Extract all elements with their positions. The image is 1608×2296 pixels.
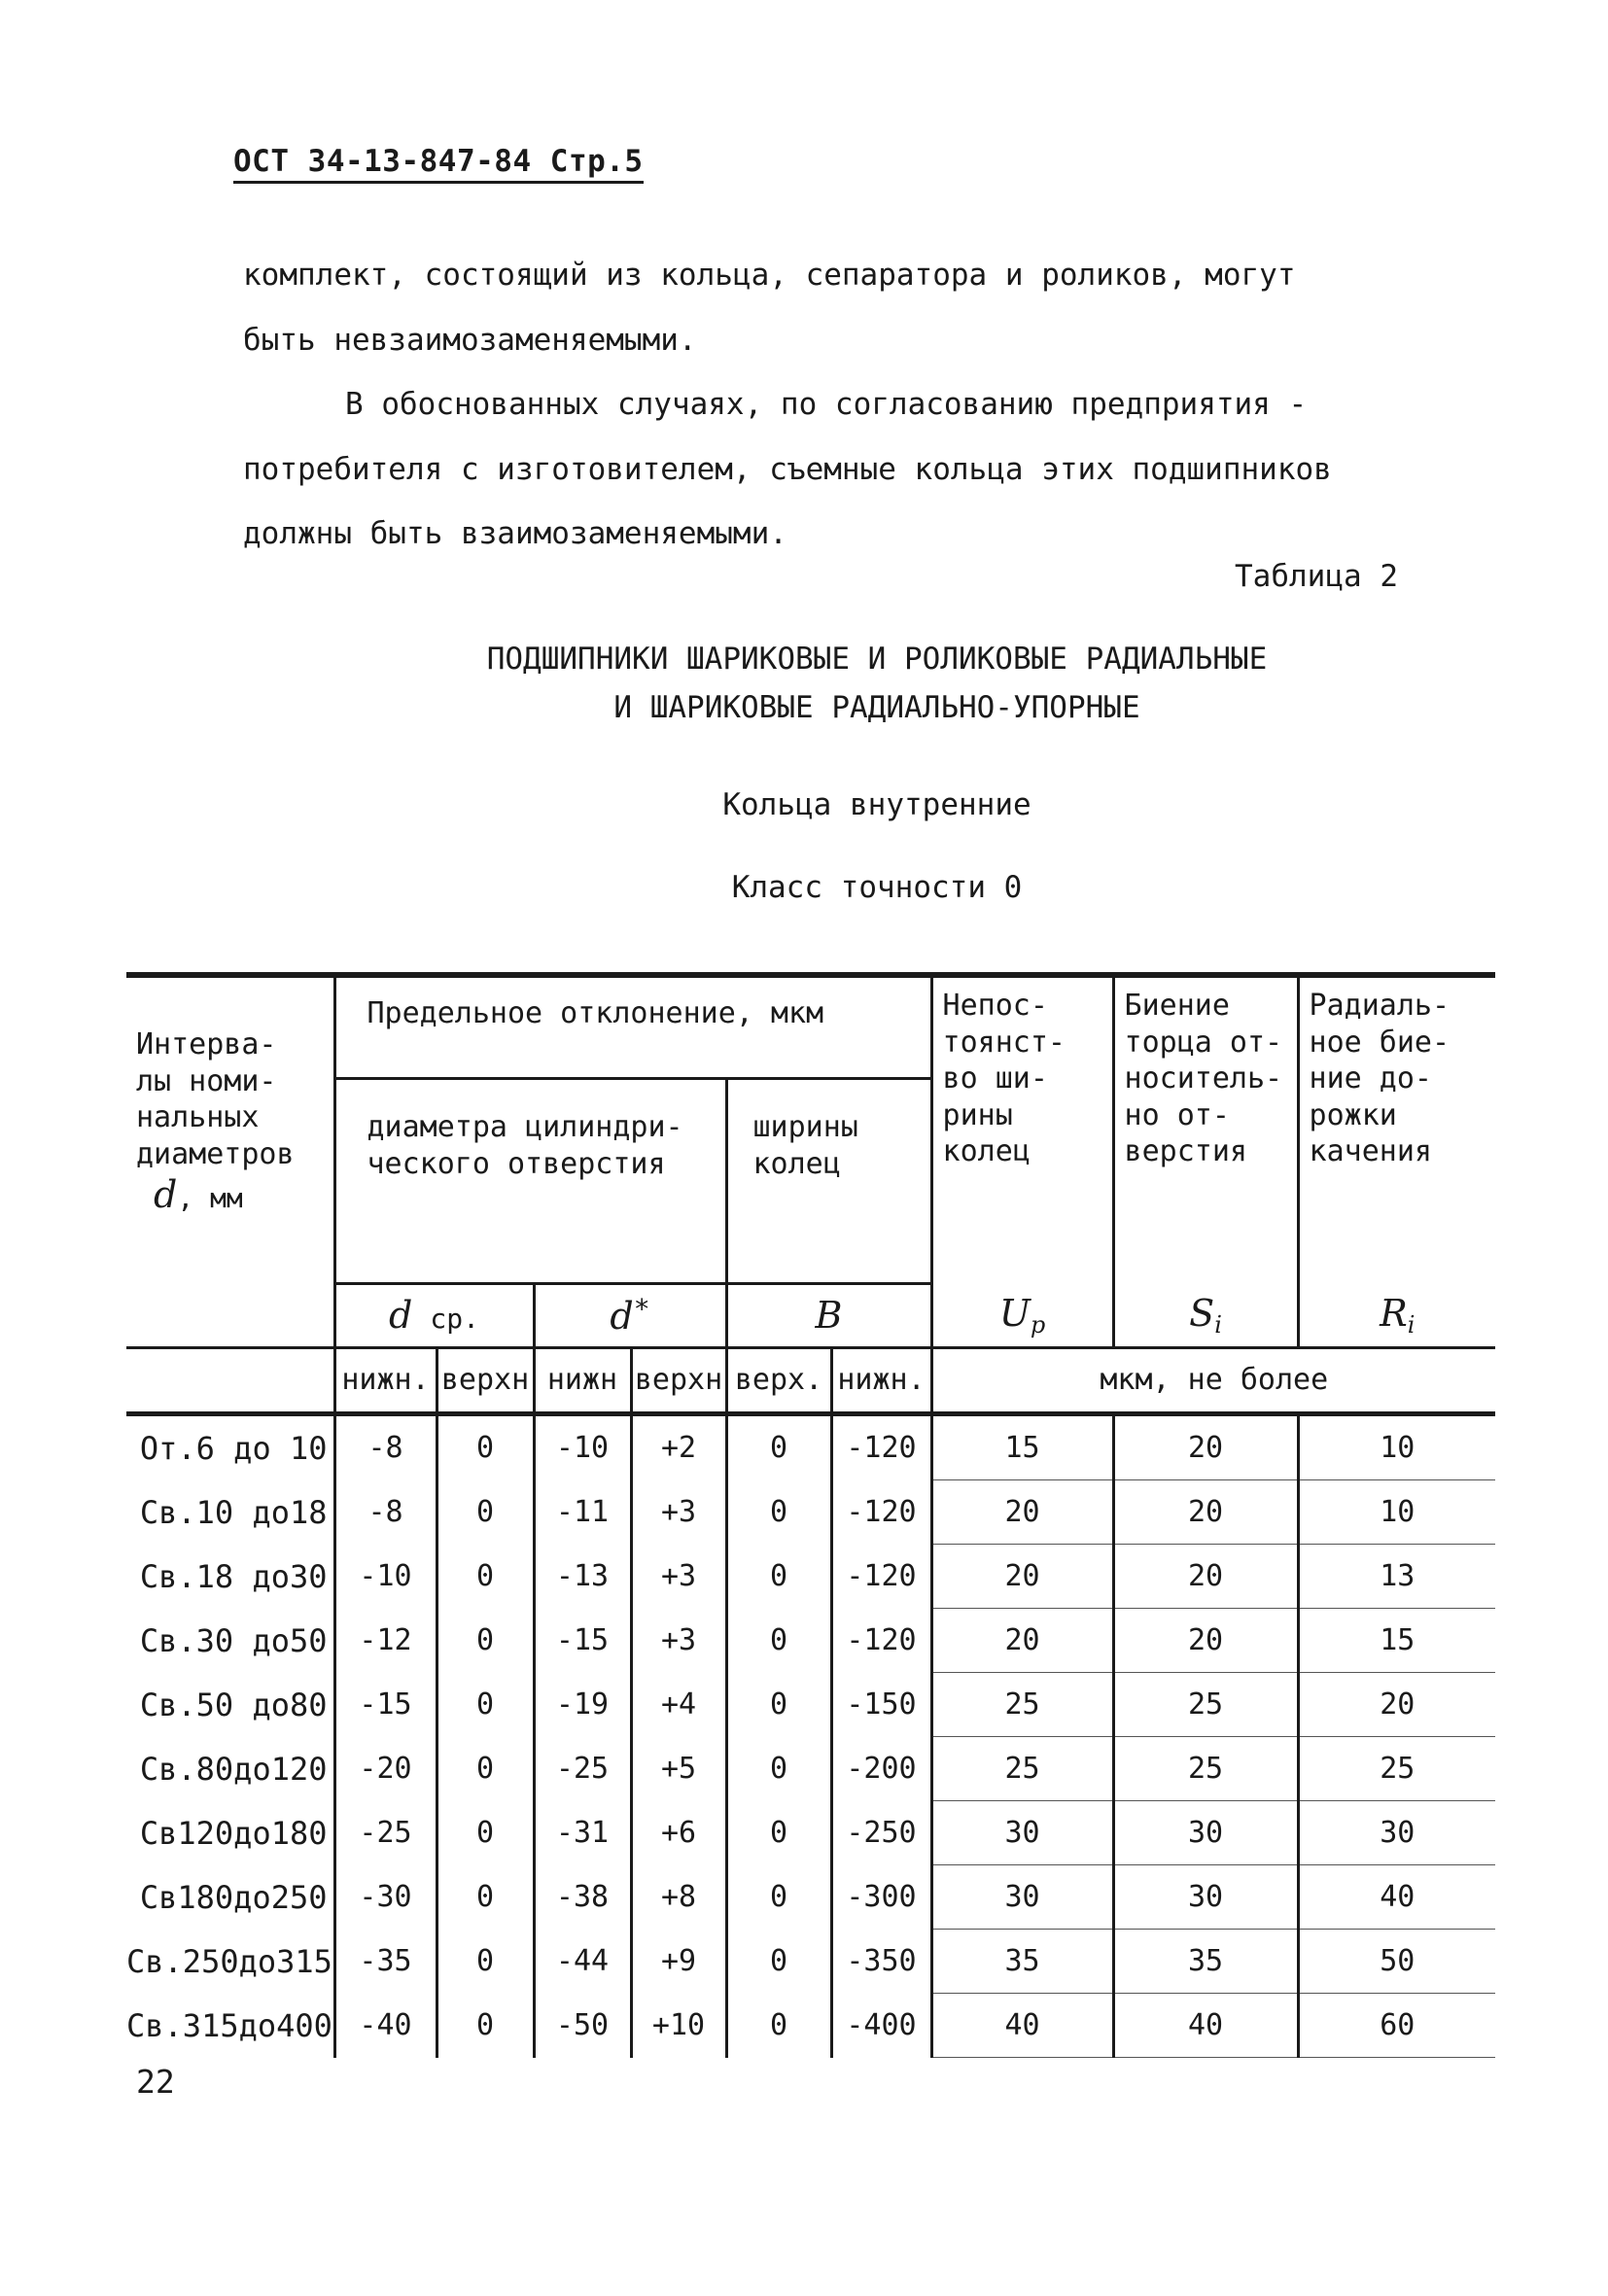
cell-dcp-upper: 0 bbox=[437, 1414, 534, 1480]
cell-dcp-upper: 0 bbox=[437, 1737, 534, 1801]
cell-vbs: 15 bbox=[931, 1414, 1113, 1480]
cell-vbs: 20 bbox=[931, 1545, 1113, 1609]
header-radial-runout: Радиаль- ное бие- ние до- рожки качения bbox=[1298, 975, 1495, 1284]
cell-kia: 10 bbox=[1298, 1414, 1495, 1480]
table-row bbox=[126, 1994, 1495, 2058]
header-width-variation: Непос- тоянст- во ши- рины колец bbox=[931, 975, 1113, 1284]
cell-b-upper: 0 bbox=[726, 1801, 831, 1865]
cell-d-lower: -38 bbox=[534, 1865, 631, 1930]
cell-kia: 50 bbox=[1298, 1930, 1495, 1994]
document-header: ОСТ 34-13-847-84 Стр.5 bbox=[233, 144, 644, 184]
cell-b-upper: 0 bbox=[726, 1994, 831, 2058]
cell-dcp-lower: -35 bbox=[334, 1930, 437, 1994]
cell-d-upper: +6 bbox=[631, 1801, 726, 1865]
row-interval: Св120до180 bbox=[126, 1801, 334, 1865]
symbol-dcp: d ср. bbox=[334, 1284, 534, 1348]
cell-vbs: 20 bbox=[931, 1609, 1113, 1673]
unit-label: верхн bbox=[631, 1348, 726, 1414]
table-title-line1: ПОДШИПНИКИ ШАРИКОВЫЕ И РОЛИКОВЫЕ РАДИАЛЬНЫЕ bbox=[486, 642, 1268, 677]
cell-kia: 10 bbox=[1298, 1480, 1495, 1545]
symbol-dstar: d* bbox=[534, 1284, 726, 1348]
table-row bbox=[126, 1609, 1495, 1673]
table-row bbox=[126, 1480, 1495, 1545]
cell-d-lower: -13 bbox=[534, 1545, 631, 1609]
cell-dcp-lower: -30 bbox=[334, 1865, 437, 1930]
cell-sia: 35 bbox=[1113, 1930, 1298, 1994]
table-row bbox=[126, 1545, 1495, 1609]
cell-b-upper: 0 bbox=[726, 1414, 831, 1480]
row-interval: Св.50 до80 bbox=[126, 1673, 334, 1737]
cell-d-lower: -19 bbox=[534, 1673, 631, 1737]
cell-dcp-lower: -10 bbox=[334, 1545, 437, 1609]
cell-dcp-upper: 0 bbox=[437, 1865, 534, 1930]
paragraph-line: должны быть взаимозаменяемыми. bbox=[243, 516, 787, 551]
symbol-b: B bbox=[726, 1284, 931, 1348]
unit-label: верх. bbox=[726, 1348, 831, 1414]
cell-d-upper: +10 bbox=[631, 1994, 726, 2058]
header-face-runout: Биение торца от- носитель- но от- верстия bbox=[1113, 975, 1298, 1284]
cell-vbs: 35 bbox=[931, 1930, 1113, 1994]
row-interval: Св.18 до30 bbox=[126, 1545, 334, 1609]
cell-b-lower: -120 bbox=[831, 1414, 931, 1480]
unit-common: мкм, не более bbox=[931, 1348, 1495, 1414]
cell-sia: 20 bbox=[1113, 1545, 1298, 1609]
cell-vbs: 30 bbox=[931, 1865, 1113, 1930]
cell-dcp-lower: -15 bbox=[334, 1673, 437, 1737]
paragraph-line: потребителя с изготовителем, съемные кольца этих подшипников bbox=[243, 452, 1332, 487]
cell-b-lower: -120 bbox=[831, 1480, 931, 1545]
cell-dcp-lower: -8 bbox=[334, 1480, 437, 1545]
cell-b-lower: -150 bbox=[831, 1673, 931, 1737]
header-ring-width: ширины колец bbox=[726, 1079, 931, 1284]
row-interval: Св.250до315 bbox=[126, 1930, 334, 1994]
cell-kia: 13 bbox=[1298, 1545, 1495, 1609]
paragraph-line: комплект, состоящий из кольца, сепаратора и роликов, могут bbox=[243, 258, 1296, 293]
cell-b-upper: 0 bbox=[726, 1673, 831, 1737]
cell-b-lower: -120 bbox=[831, 1609, 931, 1673]
cell-sia: 40 bbox=[1113, 1994, 1298, 2058]
cell-dcp-upper: 0 bbox=[437, 1994, 534, 2058]
symbol-ri: $R_i$ bbox=[1298, 1284, 1495, 1348]
cell-b-lower: -200 bbox=[831, 1737, 931, 1801]
cell-dcp-upper: 0 bbox=[437, 1480, 534, 1545]
tolerance-table bbox=[126, 972, 1495, 2058]
header-intervals: Интерва- лы номи- нальных диаметров d, мм bbox=[126, 975, 334, 1348]
cell-sia: 20 bbox=[1113, 1480, 1298, 1545]
cell-d-upper: +5 bbox=[631, 1737, 726, 1801]
unit-label: верхн bbox=[437, 1348, 534, 1414]
cell-b-upper: 0 bbox=[726, 1609, 831, 1673]
cell-vbs: 20 bbox=[931, 1480, 1113, 1545]
cell-vbs: 25 bbox=[931, 1673, 1113, 1737]
cell-kia: 25 bbox=[1298, 1737, 1495, 1801]
cell-d-upper: +4 bbox=[631, 1673, 726, 1737]
table-row bbox=[126, 1414, 1495, 1480]
cell-dcp-lower: -20 bbox=[334, 1737, 437, 1801]
cell-d-upper: +2 bbox=[631, 1414, 726, 1480]
paragraph-line: В обоснованных случаях, по согласованию предприятия - bbox=[345, 387, 1308, 422]
row-interval: Св180до250 bbox=[126, 1865, 334, 1930]
cell-sia: 20 bbox=[1113, 1414, 1298, 1480]
symbol-up: $U_p$ bbox=[931, 1284, 1113, 1348]
cell-b-upper: 0 bbox=[726, 1865, 831, 1930]
cell-b-lower: -250 bbox=[831, 1801, 931, 1865]
cell-kia: 20 bbox=[1298, 1673, 1495, 1737]
cell-dcp-lower: -12 bbox=[334, 1609, 437, 1673]
cell-d-lower: -25 bbox=[534, 1737, 631, 1801]
cell-dcp-lower: -8 bbox=[334, 1414, 437, 1480]
table-row bbox=[126, 1801, 1495, 1865]
cell-b-lower: -120 bbox=[831, 1545, 931, 1609]
unit-label: нижн. bbox=[831, 1348, 931, 1414]
cell-d-lower: -50 bbox=[534, 1994, 631, 2058]
cell-vbs: 25 bbox=[931, 1737, 1113, 1801]
cell-d-lower: -15 bbox=[534, 1609, 631, 1673]
cell-dcp-upper: 0 bbox=[437, 1801, 534, 1865]
table-row bbox=[126, 1930, 1495, 1994]
cell-kia: 40 bbox=[1298, 1865, 1495, 1930]
cell-b-upper: 0 bbox=[726, 1545, 831, 1609]
cell-dcp-upper: 0 bbox=[437, 1545, 534, 1609]
cell-sia: 25 bbox=[1113, 1673, 1298, 1737]
cell-b-lower: -400 bbox=[831, 1994, 931, 2058]
page-number: 22 bbox=[136, 2063, 175, 2101]
cell-d-upper: +3 bbox=[631, 1609, 726, 1673]
cell-b-lower: -300 bbox=[831, 1865, 931, 1930]
paragraph-line: быть невзаимозаменяемыми. bbox=[243, 323, 697, 358]
cell-vbs: 30 bbox=[931, 1801, 1113, 1865]
cell-sia: 25 bbox=[1113, 1737, 1298, 1801]
table-label: Таблица 2 bbox=[1235, 559, 1398, 594]
cell-d-upper: +8 bbox=[631, 1865, 726, 1930]
cell-d-lower: -11 bbox=[534, 1480, 631, 1545]
cell-kia: 30 bbox=[1298, 1801, 1495, 1865]
unit-label: нижн bbox=[534, 1348, 631, 1414]
cell-d-lower: -31 bbox=[534, 1801, 631, 1865]
unit-blank bbox=[126, 1348, 334, 1414]
table-row bbox=[126, 1737, 1495, 1801]
cell-b-lower: -350 bbox=[831, 1930, 931, 1994]
row-interval: Св.10 до18 bbox=[126, 1480, 334, 1545]
unit-label: нижн. bbox=[334, 1348, 437, 1414]
cell-d-upper: +9 bbox=[631, 1930, 726, 1994]
row-interval: От.6 до 10 bbox=[126, 1414, 334, 1480]
cell-d-upper: +3 bbox=[631, 1545, 726, 1609]
header-deviation-group: Предельное отклонение, мкм bbox=[334, 975, 931, 1079]
accuracy-class: Класс точности 0 bbox=[731, 870, 1023, 905]
row-interval: Св.30 до50 bbox=[126, 1609, 334, 1673]
cell-d-lower: -44 bbox=[534, 1930, 631, 1994]
cell-b-upper: 0 bbox=[726, 1480, 831, 1545]
cell-dcp-lower: -25 bbox=[334, 1801, 437, 1865]
cell-b-upper: 0 bbox=[726, 1737, 831, 1801]
cell-d-upper: +3 bbox=[631, 1480, 726, 1545]
table-subtitle: Кольца внутренние bbox=[722, 787, 1031, 822]
header-bore-diameter: диаметра цилиндри- ческого отверстия bbox=[334, 1079, 726, 1284]
cell-dcp-upper: 0 bbox=[437, 1673, 534, 1737]
cell-sia: 30 bbox=[1113, 1865, 1298, 1930]
row-interval: Св.80до120 bbox=[126, 1737, 334, 1801]
cell-sia: 20 bbox=[1113, 1609, 1298, 1673]
cell-b-upper: 0 bbox=[726, 1930, 831, 1994]
cell-dcp-lower: -40 bbox=[334, 1994, 437, 2058]
symbol-si: $S_i$ bbox=[1113, 1284, 1298, 1348]
cell-vbs: 40 bbox=[931, 1994, 1113, 2058]
table-row bbox=[126, 1865, 1495, 1930]
cell-dcp-upper: 0 bbox=[437, 1930, 534, 1994]
cell-kia: 15 bbox=[1298, 1609, 1495, 1673]
cell-sia: 30 bbox=[1113, 1801, 1298, 1865]
row-interval: Св.315до400 bbox=[126, 1994, 334, 2058]
table-title-line2: И ШАРИКОВЫЕ РАДИАЛЬНО-УПОРНЫЕ bbox=[613, 690, 1140, 725]
cell-kia: 60 bbox=[1298, 1994, 1495, 2058]
table-row bbox=[126, 1673, 1495, 1737]
cell-d-lower: -10 bbox=[534, 1414, 631, 1480]
cell-dcp-upper: 0 bbox=[437, 1609, 534, 1673]
